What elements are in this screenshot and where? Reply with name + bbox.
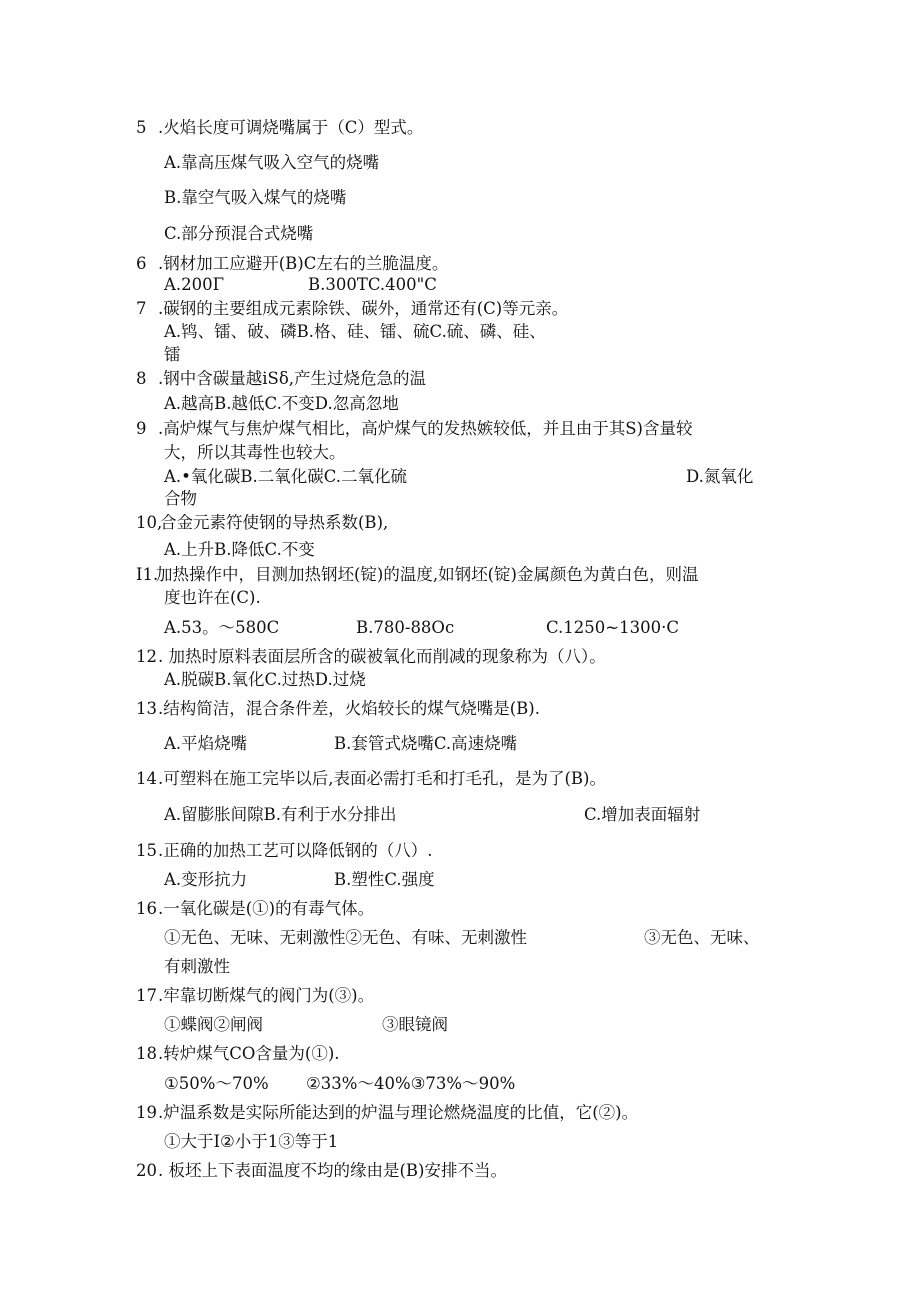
question-stem: .钢中含碳量越iSδ,产生过烧危急的温 [158,369,427,388]
question-option: ③无色、无味、 [644,928,760,947]
question-option: 镭 [164,345,181,364]
question-stem: .结构简洁，混合条件差，火焰较长的煤气烧嘴是(B). [158,699,540,718]
question-stem: .正确的加热工艺可以降低钢的（八）. [158,841,433,860]
question-number: 7 [136,299,147,318]
question-stem: .转炉煤气CO含量为(①). [158,1044,340,1063]
question-option: C.1250~1300·C [546,618,679,637]
question-number: 19 [136,1103,157,1122]
question-option: A.53。～580C [164,618,280,637]
question-option: A.上升B.降低C.不变 [164,540,315,559]
question-option: A.•氧化碳B.二氧化碳C.二氧化硫 [164,467,408,486]
question-number: 6 [136,254,147,273]
question-stem: .高炉煤气与焦炉煤气相比，高炉煤气的发热嫉较低，并且由于其S)含量较 [158,419,693,438]
question-option: A.平焰烧嘴 [164,734,248,753]
question-option: B.套管式烧嘴C.高速烧嘴 [334,734,518,753]
question-option: A.200Γ [164,275,225,294]
question-number: 15 [136,841,157,860]
question-number: 18 [136,1044,157,1063]
question-option: A.变形抗力 [164,870,248,889]
question-option: B.780-88Oc [356,618,455,637]
question-stem: .炉温系数是实际所能达到的炉温与理论燃烧温度的比值，它(②)。 [158,1103,639,1122]
question-number: 12 [136,647,157,666]
question-number: 10, [136,513,163,532]
question-stem: . 加热时原料表面层所含的碳被氧化而削减的现象称为（八）。 [158,647,606,666]
question-option: A.越高B.越低C.不变D.忽高忽地 [164,394,399,413]
question-option: C.部分预混合式烧嘴 [164,224,314,243]
question-option: A.鸨、镭、破、磷B.格、硅、镭、硫C.硫、磷、硅、 [164,322,546,341]
question-number: 20 [136,1161,157,1180]
question-number: I1. [136,565,159,584]
question-stem: 加热操作中，目测加热钢坯(锭)的温度,如钢坯(锭)金属颜色为黄白色，则温 [156,565,699,584]
question-stem: .牢靠切断煤气的阀门为(③)。 [158,986,375,1005]
question-option: B.靠空气吸入煤气的烧嘴 [164,188,347,207]
question-option: 有刺激性 [164,957,230,976]
question-stem: 合金元素符使钢的导热系数(B), [160,513,389,532]
question-stem: .钢材加工应避开(B)C左右的兰脆温度。 [158,254,449,273]
question-option: C.增加表面辐射 [584,805,701,824]
question-number: 8 [136,369,147,388]
question-option: A.留膨胀间隙B.有利于水分排出 [164,805,397,824]
question-option: B.塑性C.强度 [334,870,435,889]
question-number: 5 [136,118,147,137]
question-number: 14 [136,769,157,788]
question-number: 17 [136,986,157,1005]
question-stem-continued: 度也许在(C). [164,588,261,607]
question-option: A.脱碳B.氧化C.过热D.过烧 [164,670,366,689]
question-option: ②33%～40%③73%～90% [306,1074,516,1093]
question-stem: . 板坯上下表面温度不均的缘由是(B)安排不当。 [158,1161,507,1180]
question-option: 合物 [164,489,197,508]
question-stem: .火焰长度可调烧嘴属于（C）型式。 [158,118,424,137]
question-stem: .可塑料在施工完毕以后,表面必需打毛和打毛孔，是为了(B)。 [158,769,606,788]
question-stem-continued: 大，所以其毒性也较大。 [164,443,346,462]
question-number: 13 [136,699,157,718]
question-option: ①无色、无味、无刺激性②无色、有味、无刺激性 [164,928,527,947]
question-option: ③眼镜阀 [382,1015,448,1034]
question-option: A.靠高压煤气吸入空气的烧嘴 [164,153,380,172]
question-number: 9 [136,419,147,438]
question-option: ①蝶阀②闸阀 [164,1015,263,1034]
question-option: ①50%～70% [164,1074,269,1093]
question-option: ①大于I②小于1③等于1 [164,1132,339,1151]
question-option: B.300TC.400"C [308,275,437,294]
question-stem: .碳钢的主要组成元素除铁、碳外，通常还有(C)等元亲。 [158,299,569,318]
question-option: D.氮氧化 [686,467,754,486]
question-number: 16 [136,899,157,918]
question-stem: .一氧化碳是(①)的有毒气体。 [158,899,375,918]
